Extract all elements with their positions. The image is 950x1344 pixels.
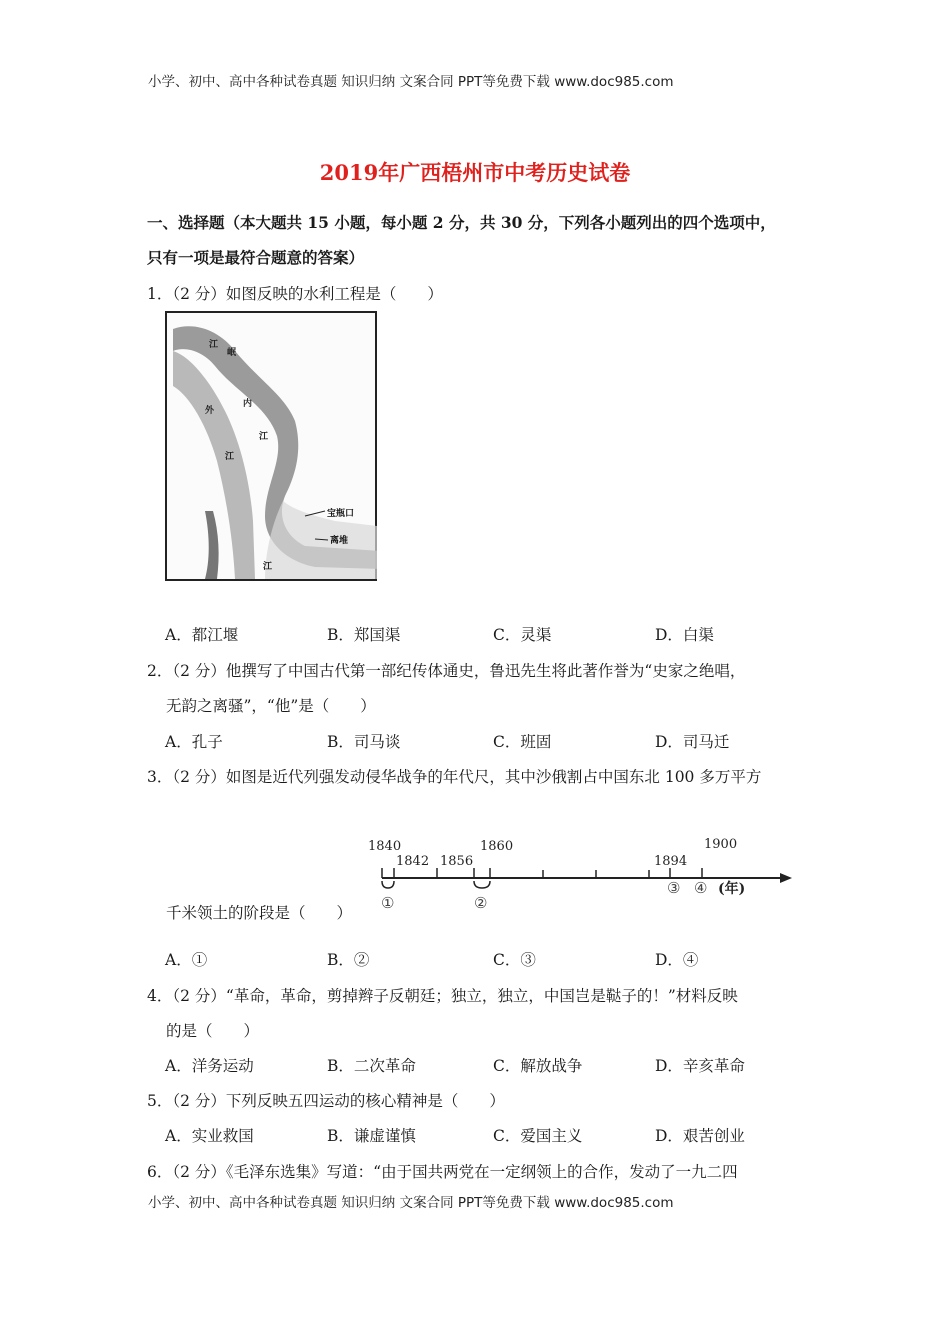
q3-option-c: C．③ bbox=[493, 951, 536, 969]
question-4-stem-line1: 4．（2 分）“革命，革命，剪掉辫子反朝廷；独立，独立，中国岂是鞑子的！”材料反映 bbox=[147, 987, 738, 1005]
page-title: 2019年广西梧州市中考历史试卷 bbox=[319, 160, 631, 185]
brace-2 bbox=[474, 881, 490, 888]
q4-option-d: D．辛亥革命 bbox=[655, 1057, 745, 1075]
map-label-wai: 外 bbox=[205, 406, 215, 416]
page-header: 小学、初中、高中各种试卷真题 知识归纳 文案合同 PPT等免费下载 www.doc985.com bbox=[148, 74, 674, 90]
q1-option-b: B．郑国渠 bbox=[327, 626, 401, 644]
question-5-stem: 5．（2 分）下列反映五四运动的核心精神是（ ） bbox=[147, 1092, 505, 1110]
page-footer: 小学、初中、高中各种试卷真题 知识归纳 文案合同 PPT等免费下载 www.doc985.com bbox=[148, 1195, 674, 1211]
q1-option-a: A．都江堰 bbox=[165, 626, 239, 644]
map-label-jiang-1: 江 bbox=[209, 340, 219, 350]
timeline-figure bbox=[362, 832, 792, 922]
question-3-stem-line1: 3．（2 分）如图是近代列强发动侵华战争的年代尺，其中沙俄割占中国东北 100 多万平方 bbox=[147, 768, 762, 786]
q5-option-d: D．艰苦创业 bbox=[655, 1127, 745, 1145]
q1-option-c: C．灵渠 bbox=[493, 626, 552, 644]
question-6-stem: 6．（2 分）《毛泽东选集》写道：“由于国共两党在一定纲领上的合作，发动了一九二四 bbox=[147, 1163, 738, 1181]
q4-option-a: A．洋务运动 bbox=[165, 1057, 254, 1075]
map-label-baopingkou: 宝瓶口 bbox=[327, 509, 355, 519]
q3-option-b: B．② bbox=[327, 951, 370, 969]
q2-option-b: B．司马谈 bbox=[327, 733, 401, 751]
question-3-stem-line2: 千米领土的阶段是（ ） bbox=[166, 904, 353, 922]
question-2-stem-line2: 无韵之离骚”，“他”是（ ） bbox=[166, 697, 376, 715]
timeline-year-1860: 1860 bbox=[480, 839, 514, 854]
timeline-year-1842: 1842 bbox=[396, 854, 430, 869]
timeline-mark-1: ① bbox=[381, 894, 395, 912]
timeline-mark-2: ② bbox=[474, 894, 488, 912]
timeline-year-1856: 1856 bbox=[440, 854, 474, 869]
timeline-mark-3: ③ bbox=[667, 879, 681, 897]
question-4-stem-line2: 的是（ ） bbox=[166, 1022, 260, 1040]
timeline-year-1900: 1900 bbox=[704, 837, 738, 852]
map-label-jiang-3: 江 bbox=[225, 452, 235, 462]
timeline-year-1840: 1840 bbox=[368, 839, 402, 854]
brace-1 bbox=[382, 881, 394, 888]
question-2-stem-line1: 2．（2 分）他撰写了中国古代第一部纪传体通史，鲁迅先生将此著作誉为“史家之绝唱， bbox=[147, 662, 746, 680]
q3-option-d: D．④ bbox=[655, 951, 699, 969]
q5-option-b: B．谦虚谨慎 bbox=[327, 1127, 416, 1145]
map-label-nei: 内 bbox=[243, 399, 253, 409]
section-heading-line1: 一、选择题（本大题共 15 小题，每小题 2 分，共 30 分，下列各小题列出的四个选项中， bbox=[147, 213, 776, 232]
q3-option-a: A．① bbox=[165, 951, 208, 969]
dujiangyan-map bbox=[165, 311, 377, 581]
map-label-jiang-4: 江 bbox=[263, 562, 273, 572]
timeline-mark-4: ④ bbox=[694, 879, 708, 897]
map-label-min: 岷 bbox=[227, 348, 237, 358]
question-1-stem: 1．（2 分）如图反映的水利工程是（ ） bbox=[147, 285, 443, 303]
timeline-year-1894: 1894 bbox=[654, 854, 688, 869]
q5-option-a: A．实业救国 bbox=[165, 1127, 254, 1145]
q2-option-c: C．班固 bbox=[493, 733, 552, 751]
q1-option-d: D．白渠 bbox=[655, 626, 714, 644]
q2-option-a: A．孔子 bbox=[165, 733, 223, 751]
q4-option-c: C．解放战争 bbox=[493, 1057, 583, 1075]
q5-option-c: C．爱国主义 bbox=[493, 1127, 583, 1145]
map-label-lidui: 离堆 bbox=[330, 536, 349, 546]
q2-option-d: D．司马迁 bbox=[655, 733, 730, 751]
section-heading-line2: 只有一项是最符合题意的答案） bbox=[147, 248, 365, 267]
timeline-unit: (年) bbox=[718, 881, 746, 897]
q4-option-b: B．二次革命 bbox=[327, 1057, 416, 1075]
timeline-arrow bbox=[780, 873, 792, 883]
map-label-jiang-2: 江 bbox=[259, 432, 269, 442]
